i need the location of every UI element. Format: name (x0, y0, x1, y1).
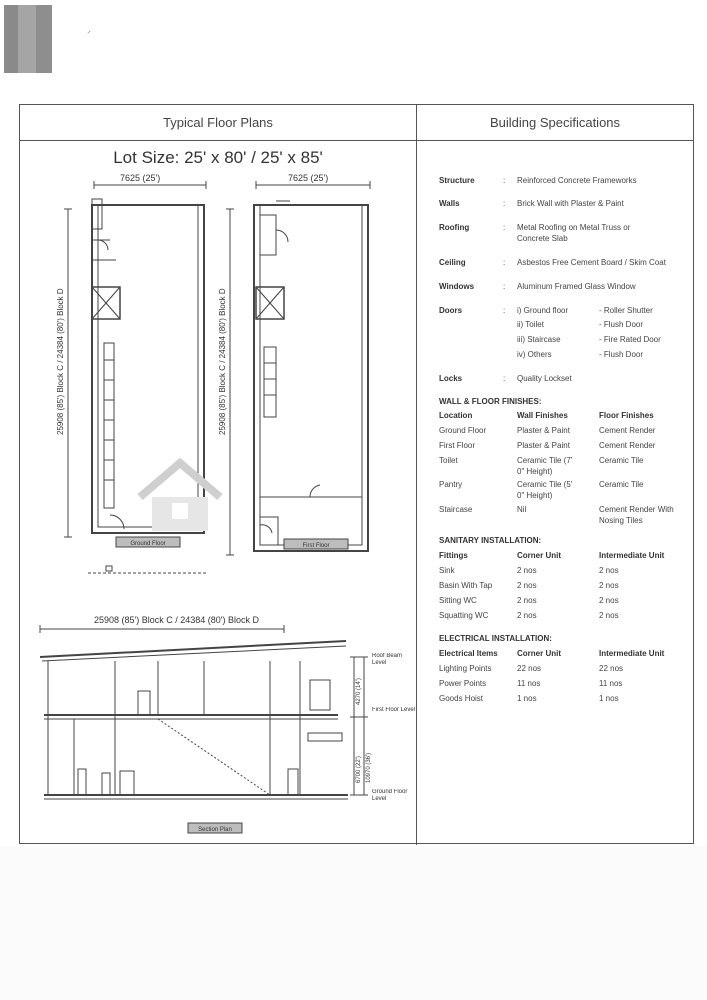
spec-value-walls: Brick Wall with Plaster & Paint (517, 199, 624, 208)
door-item-3: iii) Staircase (517, 335, 561, 344)
table-row: Pantry (439, 480, 463, 489)
level-ground: Ground Floor Level (372, 789, 408, 802)
spec-value-roofing: Metal Roofing on Metal Truss or Concrete Slab (517, 223, 631, 243)
bottom-margin (0, 846, 707, 1000)
table-cell: Cement Render With Nosing Tiles (599, 505, 674, 525)
section-plan (40, 625, 368, 833)
swatch-dark (4, 5, 18, 73)
spec-sep: : (503, 374, 506, 383)
right-header-title: Building Specifications (489, 115, 621, 130)
table-row: Lighting Points (439, 664, 492, 673)
wf-header-location: Location (439, 411, 473, 420)
table-cell: 2 nos (517, 581, 537, 590)
level-roof: Roof Beam Level (372, 653, 403, 666)
table-cell: 2 nos (517, 611, 537, 620)
ground-width-dim: 7625 (25') (120, 173, 161, 183)
first-floor-label: First Floor (302, 543, 330, 549)
table-cell: 11 nos (599, 679, 623, 688)
first-floor-plan (226, 181, 370, 555)
table-cell: 2 nos (599, 581, 619, 590)
first-width-dim: 7625 (25') (288, 173, 329, 183)
section-length-dim: 25908 (85') Block C / 24384 (80') Block D (94, 615, 260, 625)
door-finish-1: - Roller Shutter (599, 306, 653, 315)
table-cell: Nil (517, 505, 527, 514)
spec-sep: : (503, 199, 506, 208)
left-header-title: Typical Floor Plans (163, 115, 273, 130)
table-cell: Ceramic Tile (599, 480, 644, 489)
right-header (417, 105, 693, 141)
table-row: Goods Hoist (439, 694, 484, 703)
table-row: Toilet (439, 456, 458, 465)
table-cell: 11 nos (517, 679, 541, 688)
table-cell: Ceramic Tile (7' 0" Height) (517, 456, 573, 476)
spec-value-locks: Quality Lockset (517, 374, 572, 383)
spec-label-windows: Windows (439, 282, 475, 291)
spec-label-structure: Structure (439, 176, 475, 185)
first-length-dim: 25908 (85') Block C / 24384 (80') Block D (218, 288, 227, 435)
wf-header-floor: Floor Finishes (599, 411, 654, 420)
column-divider (416, 105, 417, 845)
table-cell: Plaster & Paint (517, 426, 570, 435)
section-plan-label: Section Plan (198, 827, 232, 833)
door-finish-3: - Fire Rated Door (599, 335, 661, 344)
elec-header-corner: Corner Unit (517, 649, 561, 658)
spec-label-ceiling: Ceiling (439, 258, 466, 267)
table-cell: 2 nos (517, 566, 537, 575)
spec-label-walls: Walls (439, 199, 460, 208)
sanitary-title: SANITARY INSTALLATION: (439, 536, 542, 545)
swatch-light (36, 5, 52, 73)
table-cell: 2 nos (599, 596, 619, 605)
lot-size: Lot Size: 25' x 80' / 25' x 85' (113, 148, 323, 167)
spec-sep: : (503, 223, 506, 232)
dim-total: 10970 (36') (366, 752, 372, 783)
table-cell: 22 nos (599, 664, 624, 673)
spec-value-windows: Aluminum Framed Glass Window (517, 282, 636, 291)
door-item-1: i) Ground floor (517, 306, 569, 315)
door-finish-4: - Flush Door (599, 350, 644, 359)
table-cell: 2 nos (599, 566, 619, 575)
spec-value-ceiling: Asbestos Free Cement Board / Skim Coat (517, 258, 666, 267)
table-row: Basin With Tap (439, 581, 493, 590)
dim-lower: 6700 (22') (356, 756, 362, 783)
table-row: Staircase (439, 505, 473, 514)
spec-sep: : (503, 306, 506, 315)
spec-sep: : (503, 176, 506, 185)
wall-floor-title: WALL & FLOOR FINISHES: (439, 397, 542, 406)
table-cell: Cement Render (599, 426, 656, 435)
table-row: Squatting WC (439, 611, 489, 620)
table-cell: 2 nos (599, 611, 619, 620)
table-cell: Cement Render (599, 441, 656, 450)
ground-length-dim: 25908 (85') Block C / 24384 (80') Block D (56, 288, 65, 435)
spec-label-locks: Locks (439, 374, 463, 383)
door-item-4: iv) Others (517, 350, 552, 359)
table-cell: Ceramic Tile (599, 456, 644, 465)
table-cell: 1 nos (599, 694, 619, 703)
decorative-mark: ⸝ (87, 26, 91, 35)
spec-label-roofing: Roofing (439, 223, 470, 232)
table-row: Sink (439, 566, 455, 575)
table-cell: Ceramic Tile (5' 0" Height) (517, 480, 573, 500)
san-header-fittings: Fittings (439, 551, 468, 560)
san-header-corner: Corner Unit (517, 551, 561, 560)
san-header-intermediate: Intermediate Unit (599, 551, 665, 560)
spec-label-doors: Doors (439, 306, 463, 315)
swatch-mid (18, 5, 36, 73)
table-row: First Floor (439, 441, 475, 450)
table-cell: 1 nos (517, 694, 537, 703)
table-row: Sitting WC (439, 596, 477, 605)
elec-header-intermediate: Intermediate Unit (599, 649, 665, 658)
house-watermark (140, 463, 220, 531)
spec-sep: : (503, 258, 506, 267)
table-cell: 22 nos (517, 664, 542, 673)
door-finish-2: - Flush Door (599, 320, 644, 329)
content-frame (19, 104, 694, 844)
spec-value-structure: Reinforced Concrete Frameworks (517, 176, 637, 185)
table-row: Ground Floor (439, 426, 487, 435)
ground-floor-label: Ground Floor (130, 541, 166, 547)
table-cell: 2 nos (517, 596, 537, 605)
wf-header-wall: Wall Finishes (517, 411, 568, 420)
electrical-title: ELECTRICAL INSTALLATION: (439, 634, 552, 643)
dim-upper: 4270 (14') (356, 678, 362, 705)
door-item-2: ii) Toilet (517, 320, 544, 329)
spec-sep: : (503, 282, 506, 291)
elec-header-items: Electrical Items (439, 649, 498, 658)
level-first: First Floor Level (372, 707, 416, 713)
floor-plans-drawing (20, 105, 416, 845)
table-cell: Plaster & Paint (517, 441, 570, 450)
table-row: Power Points (439, 679, 487, 688)
